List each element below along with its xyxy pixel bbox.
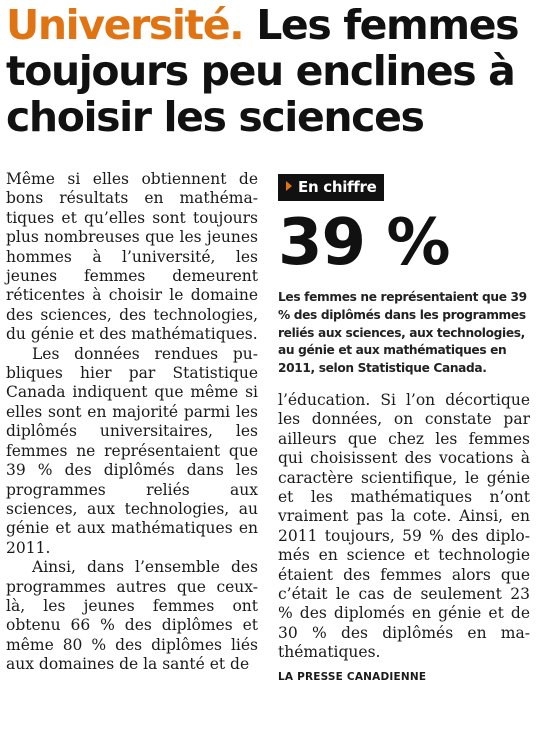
body-paragraph-2: Les données rendues publiques hier par Statistique Canada indiquent que même si elles sont en majorité parmi les diplômés universitaires, les femmes ne représentaient que 39 % des diplômés dans les programmes reliés aux sciences, aux technologies, au génie et aux mathématiques en 2011. <box>6 344 258 557</box>
headline-kicker: Université. <box>6 1 244 49</box>
fact-tag-label: En chiffre <box>298 178 377 196</box>
fact-description: Les femmes ne représentaient que 39 % des diplômés dans les programmes reliés aux sciences, aux technologies, au génie et aux mathématiques en 2011, selon Statistique Canada. <box>278 290 527 376</box>
headline-title: Les femmes toujours peu enclines à choisir les sciences <box>6 1 519 141</box>
right-column <box>278 391 530 687</box>
fact-number: 39 % <box>278 206 450 280</box>
body-paragraph-3: Ainsi, dans l’ensemble des programmes autres que ceux-là, les jeunes femmes ont obtenu 66 % des diplômes et même 80 % des diplômes liés aux domaines de la santé et de <box>6 558 258 674</box>
fact-box <box>278 174 530 378</box>
body-paragraph-4: l’éducation. Si l’on décortique les données, on constate par ailleurs que chez les femmes qui choisissent des vocations à caractère scientifique, le génie et les mathématiques n’ont vraiment pas la cote. Ainsi, en 2011 toujours, 59 % des diplomés en science et technologie étaient des femmes alors que c’était le cas de seulement 23 % des diplomés en génie et de 30 % des diplômés en mathématiques. <box>278 391 530 662</box>
fact-tag <box>278 174 384 201</box>
body-paragraph-1: Même si elles obtiennent de bons résultats en mathématiques et qu’elles sont toujours plus nombreuses que les jeunes hommes à l’université, les jeunes femmes demeurent réticentes à choisir le domaine des sciences, des technologies, du génie et des mathématiques. <box>6 170 258 344</box>
left-column <box>6 170 258 675</box>
source-credit: LA PRESSE CANADIENNE <box>278 670 427 683</box>
article-headline <box>6 2 534 140</box>
